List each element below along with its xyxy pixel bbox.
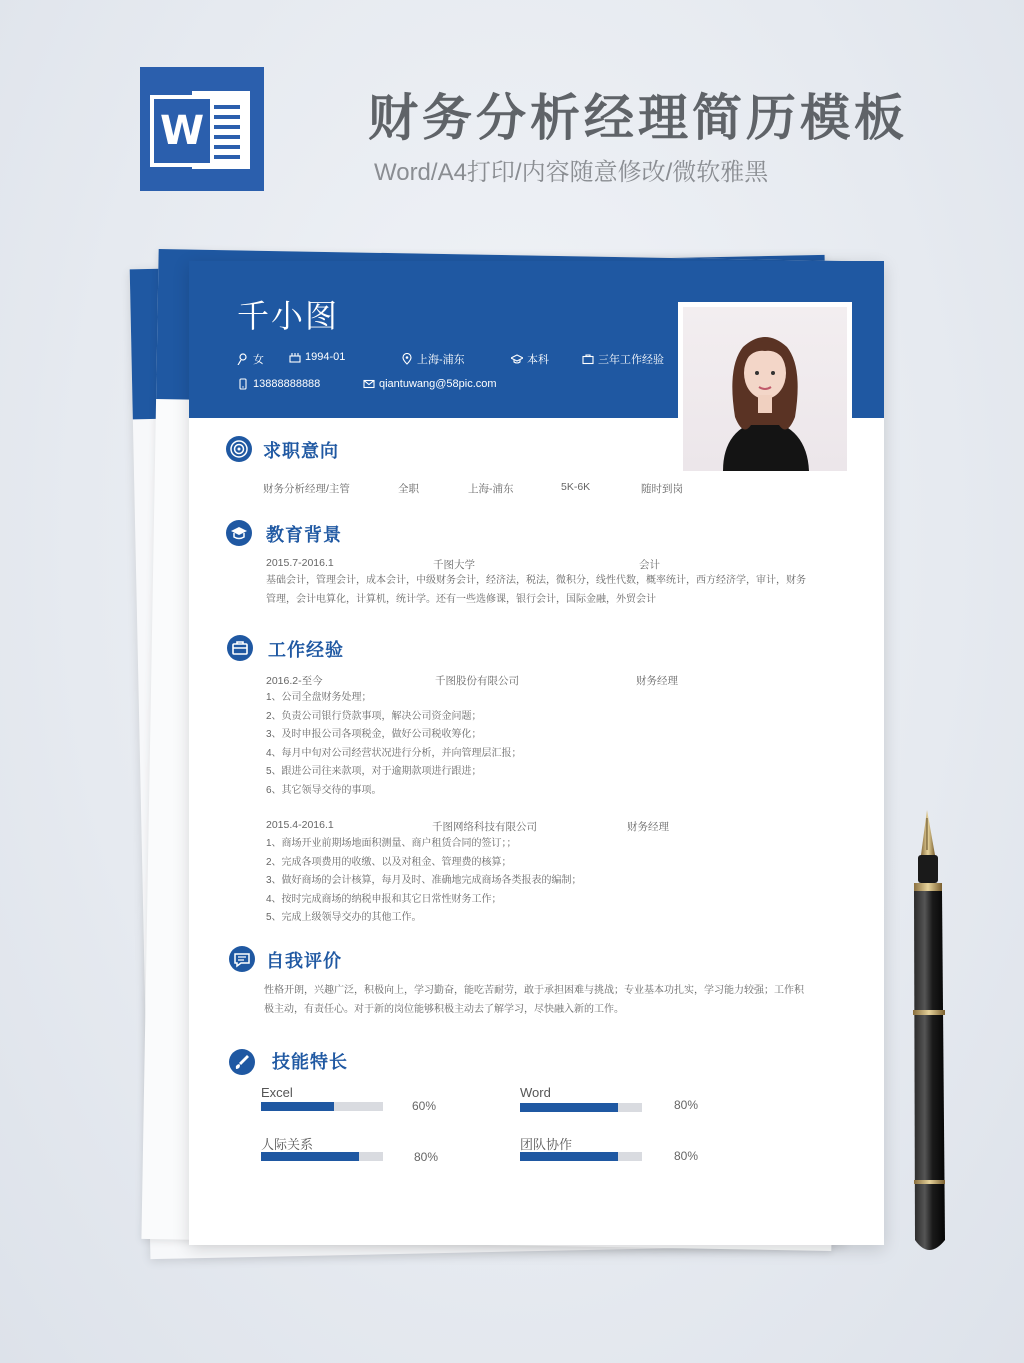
avatar: [683, 307, 847, 471]
duty-item: 5、完成上级领导交办的其他工作。: [266, 912, 422, 923]
envelope-icon: [363, 378, 375, 390]
education-period: 2015.7-2016.1: [266, 557, 334, 569]
page-subtitle: Word/A4打印/内容随意修改/微软雅黑: [374, 159, 769, 186]
skill-label: Word: [520, 1085, 551, 1100]
duty-item: 1、公司全盘财务处理；: [266, 692, 372, 703]
job-role: 财务经理: [636, 675, 678, 687]
skill-percent: 80%: [674, 1149, 699, 1163]
phone-icon: [237, 378, 249, 390]
education-major: 会计: [639, 559, 660, 571]
duty-item: 2、完成各项费用的收缴、以及对租金、管理费的核算；: [266, 856, 512, 868]
skill-percent: 80%: [674, 1098, 699, 1112]
job-duties: [266, 689, 522, 800]
duty-item: 3、及时申报公司各项税金，做好公司税收筹化；: [266, 729, 482, 740]
duty-item: 2、负责公司银行贷款事项，解决公司资金问题；: [266, 710, 482, 722]
brush-icon: [229, 1049, 255, 1075]
self-evaluation: [264, 982, 804, 1019]
briefcase-icon: [582, 353, 594, 365]
intent-position: 财务分析经理/主管: [263, 483, 350, 495]
gender-text: 女: [253, 354, 264, 366]
courses-line: 管理，会计电算化，计算机，统计学。还有一些选修课，银行会计，国际金融，外贸会计: [266, 593, 656, 605]
self-line: 极主动，有责任心。对于新的岗位能够积极主动去了解学习，尽快融入新的工作。: [264, 1003, 624, 1015]
job-duties: [266, 835, 582, 928]
birth-info: [289, 351, 345, 363]
education-courses: [266, 572, 806, 609]
degree-info: [511, 351, 549, 367]
person-icon: [237, 353, 249, 365]
duty-item: 3、做好商场的会计核算，每月及时、准确地完成商场各类报表的编制；: [266, 875, 582, 886]
location-pin-icon: [401, 353, 413, 365]
section-title-education: 教育背景: [266, 525, 342, 545]
skill-bar-interpersonal: [261, 1152, 383, 1161]
duty-item: 4、每月中旬对公司经营状况进行分析，并向管理层汇报；: [266, 747, 522, 759]
skill-percent: 80%: [414, 1150, 439, 1164]
intent-city: 上海-浦东: [468, 483, 514, 495]
education-school: 千图大学: [433, 559, 475, 571]
section-title-self: 自我评价: [266, 951, 342, 971]
duty-item: 1、商场开业前期场地面积测量、商户租赁合同的签订；；: [266, 838, 517, 849]
profile-photo: [678, 302, 852, 474]
courses-line: 基础会计，管理会计，成本会计，中级财务会计，经济法，税法，微积分，线性代数，概率统计，西方经济学，审计，财务: [266, 575, 806, 586]
self-line: 性格开朗，兴趣广泛，积极向上，学习勤奋，能吃苦耐劳，敢于承担困难与挑战；专业基本功扎实，学习能力较强；工作积: [264, 985, 804, 996]
skill-bar-excel: [261, 1102, 383, 1111]
job-period: 2015.4-2016.1: [266, 819, 334, 831]
experience-text: 三年工作经验: [598, 354, 664, 366]
phone-text: 13888888888: [253, 378, 321, 390]
job-period: 2016.2-至今: [266, 675, 323, 687]
gender-info: [237, 351, 264, 367]
skill-bar-teamwork: [520, 1152, 642, 1161]
location-text: 上海-浦东: [417, 354, 465, 366]
graduation-cap-icon: [226, 520, 252, 546]
email-info: [363, 378, 497, 390]
phone-info: [237, 378, 320, 390]
resume-sheet: [189, 261, 884, 1245]
section-title-work: 工作经验: [268, 640, 344, 660]
degree-text: 本科: [527, 354, 549, 366]
word-letter: W: [150, 95, 214, 167]
briefcase-icon: [227, 635, 253, 661]
skill-percent: 60%: [412, 1099, 437, 1113]
birth-text: 1994-01: [305, 351, 346, 363]
section-title-skills: 技能特长: [272, 1052, 348, 1072]
graduation-cap-icon: [511, 353, 523, 365]
job-role: 财务经理: [627, 821, 669, 833]
skill-label: 团队协作: [520, 1137, 573, 1152]
duty-item: 4、按时完成商场的纳税申报和其它日常性财务工作；: [266, 893, 502, 905]
skill-bar-word: [520, 1103, 642, 1112]
location-info: [401, 351, 465, 367]
page-title: 财务分析经理简历模板: [368, 90, 908, 146]
word-icon: [140, 67, 264, 191]
skill-label: 人际关系: [261, 1137, 314, 1152]
fountain-pen-icon: [905, 810, 955, 1260]
intent-salary: 5K-6K: [561, 481, 591, 493]
experience-info: [582, 351, 664, 367]
email-text: qiantuwang@58pic.com: [379, 378, 497, 390]
intent-availability: 随时到岗: [641, 483, 683, 495]
section-title-intent: 求职意向: [263, 441, 339, 461]
duty-item: 5、跟进公司往来款项，对于逾期款项进行跟进；: [266, 766, 482, 777]
resume-name: 千小图: [237, 298, 340, 334]
cake-icon: [289, 351, 301, 363]
job-company: 千图股份有限公司: [435, 675, 519, 687]
skill-label: Excel: [261, 1085, 293, 1100]
chat-bubble-icon: [229, 946, 255, 972]
intent-type: 全职: [398, 483, 419, 495]
target-icon: [226, 436, 252, 462]
duty-item: 6、其它领导交待的事项。: [266, 784, 382, 796]
job-company: 千图网络科技有限公司: [432, 821, 537, 833]
